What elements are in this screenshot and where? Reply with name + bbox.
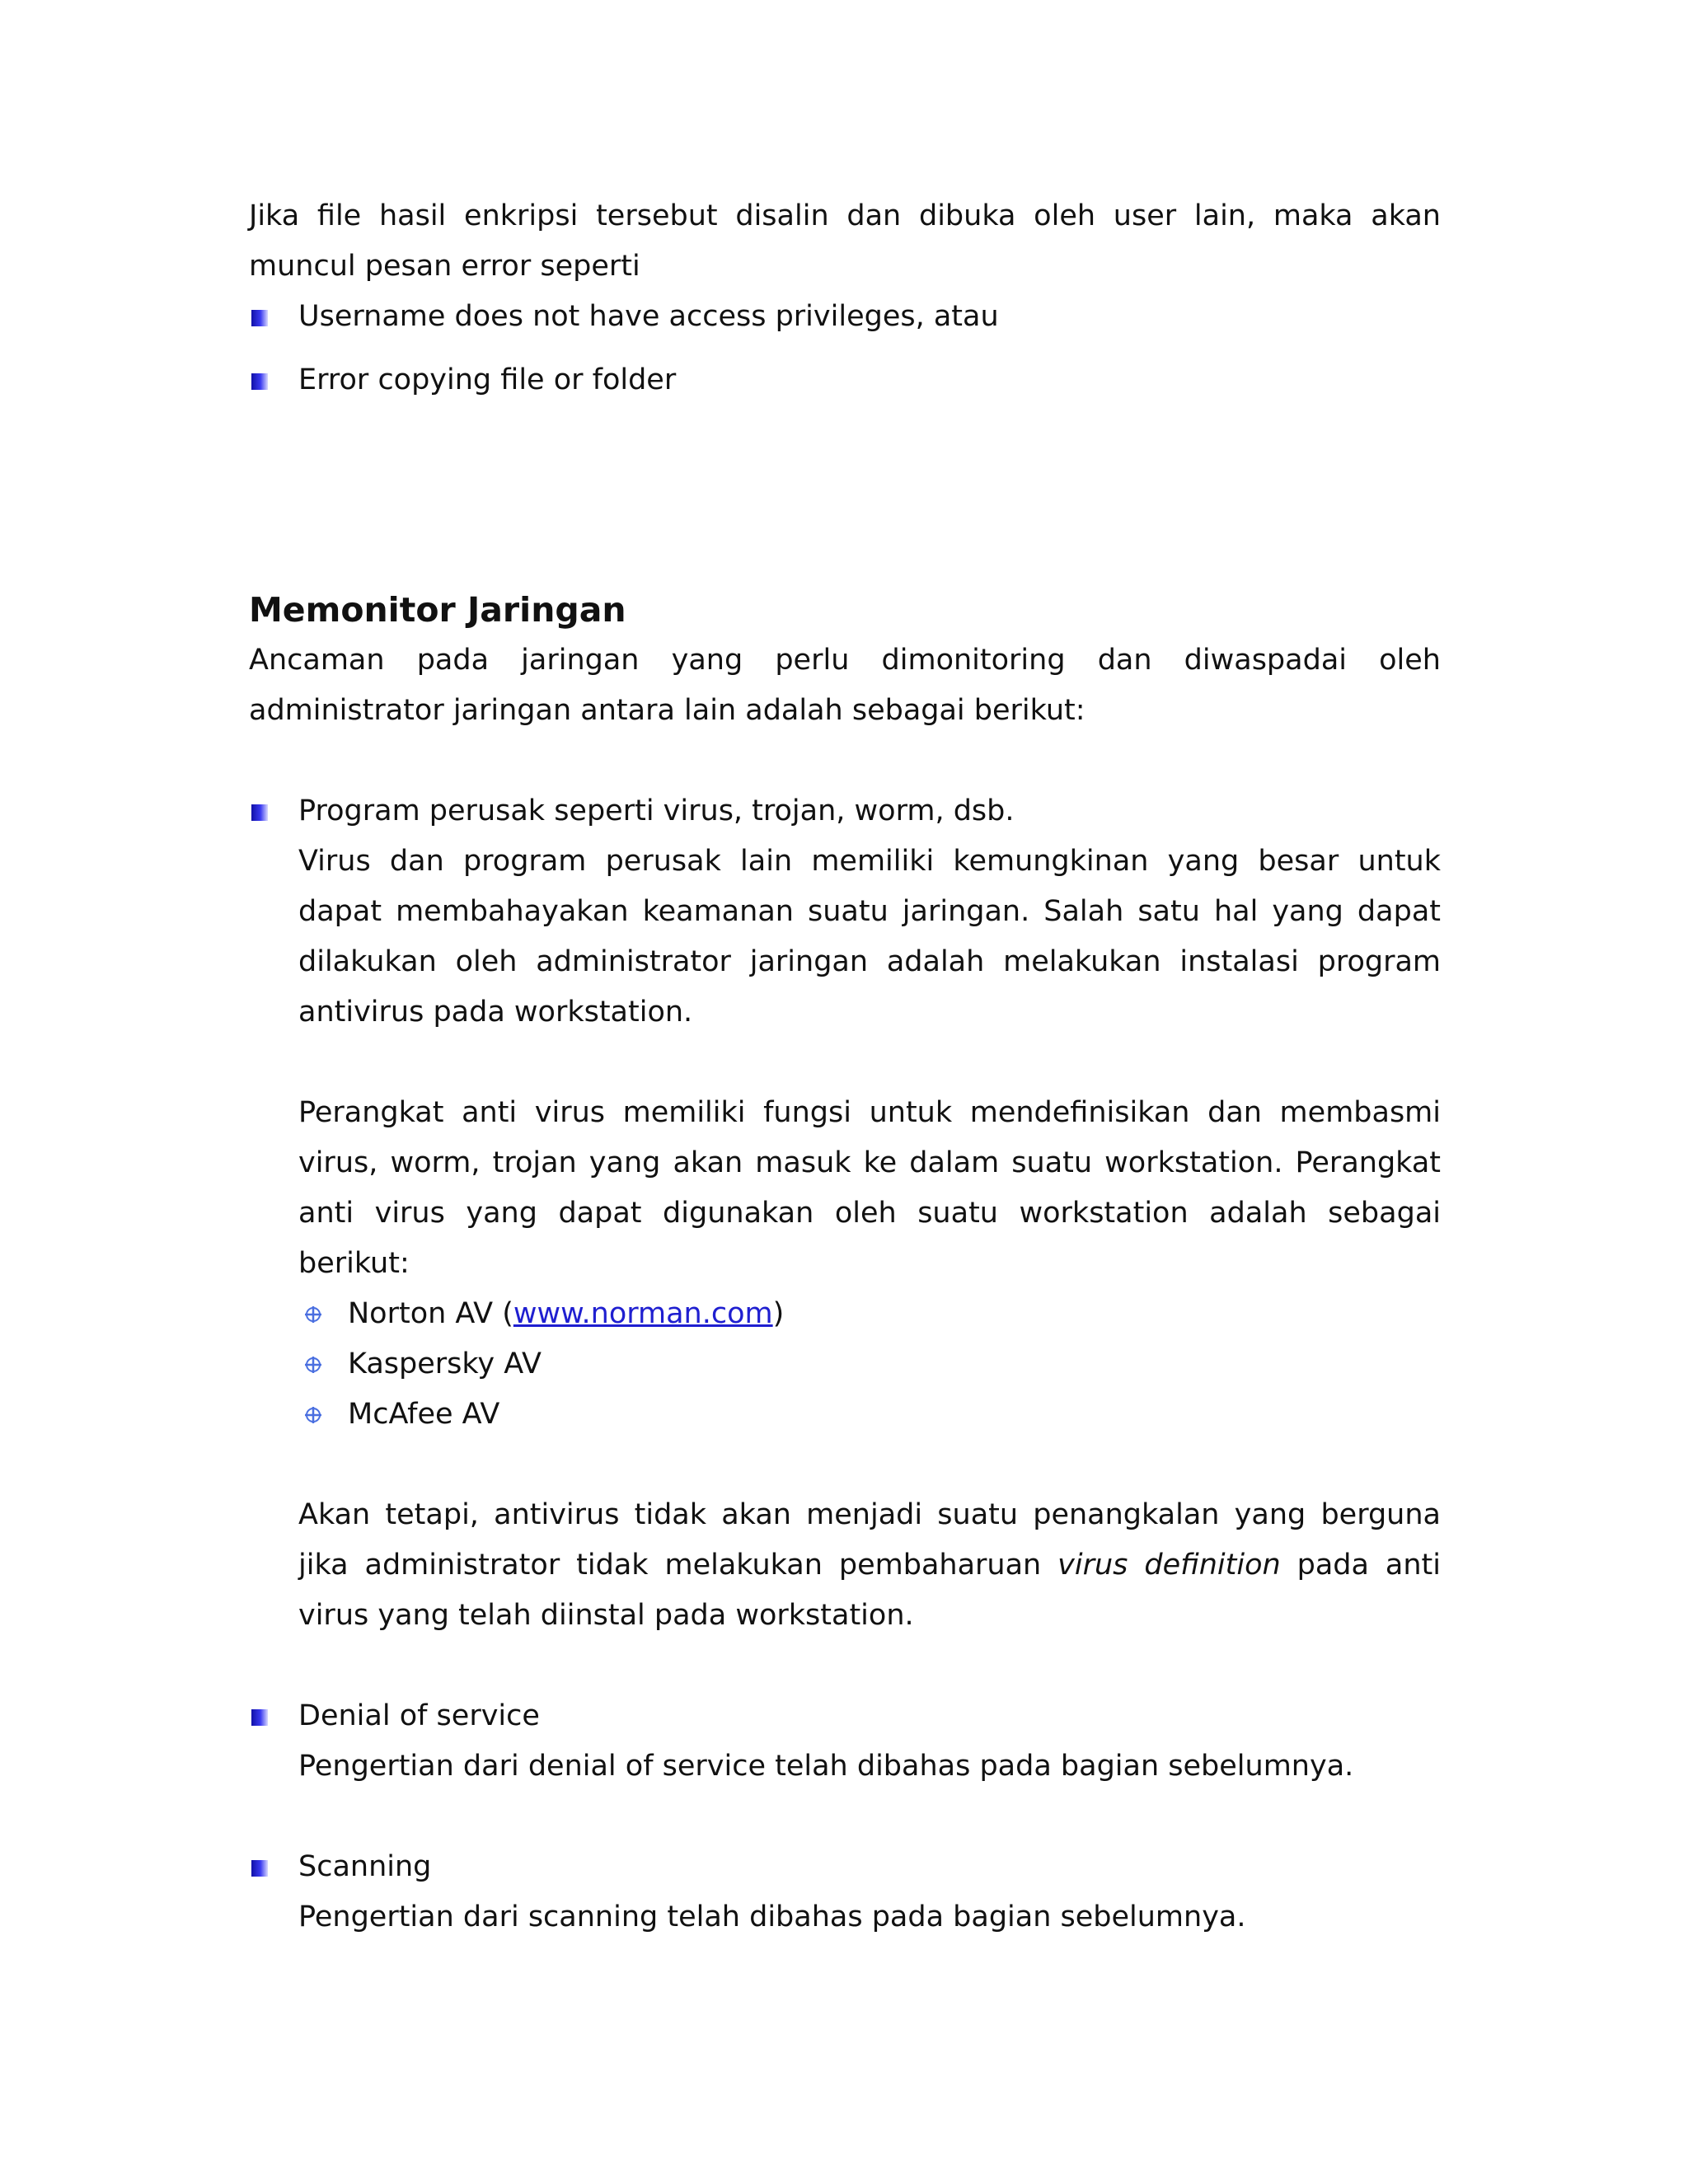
square-bullet-icon bbox=[251, 373, 268, 390]
error-list-item-text: Error copying file or folder bbox=[298, 363, 677, 396]
square-bullet-icon bbox=[251, 1709, 268, 1726]
threat-item-malware bbox=[249, 786, 1441, 1641]
error-list-item bbox=[249, 292, 1441, 342]
antivirus-label-prefix: Norton AV ( bbox=[348, 1297, 513, 1330]
paragraph-italic-term: virus definition bbox=[1057, 1549, 1281, 1582]
threat-title: Denial of service bbox=[298, 1699, 540, 1732]
threat-title: Program perusak seperti virus, trojan, worm, dsb. bbox=[298, 794, 1015, 827]
antivirus-label-suffix: ) bbox=[772, 1297, 785, 1330]
threat-paragraph bbox=[298, 1490, 1441, 1641]
threat-item-dos bbox=[249, 1691, 1441, 1792]
square-bullet-icon bbox=[251, 1860, 268, 1877]
cross-bullet-icon bbox=[304, 1305, 322, 1324]
paragraph-text: Akan tetapi, antivirus tidak akan menjadi suatu penangkalan yang berguna jika administrator tidak melakukan pembaharuan bbox=[298, 1498, 1441, 1582]
norton-link[interactable]: www.norman.com bbox=[513, 1297, 773, 1330]
antivirus-item-kaspersky bbox=[249, 1339, 1441, 1390]
antivirus-label: Kaspersky AV bbox=[348, 1347, 542, 1380]
section-intro-paragraph: Ancaman pada jaringan yang perlu dimonitoring dan diwaspadai oleh administrator jaringan antara lain adalah sebagai berikut: bbox=[249, 644, 1441, 727]
threat-paragraph: Virus dan program perusak lain memiliki kemungkinan yang besar untuk dapat membahayakan keamanan suatu jaringan. Salah satu hal yang dapat dilakukan oleh administrator jaringan adalah melakukan instalasi program antivirus pada workstation. bbox=[298, 845, 1441, 1029]
cross-bullet-icon bbox=[304, 1406, 322, 1424]
threat-title: Scanning bbox=[298, 1850, 432, 1883]
threat-item-scanning bbox=[249, 1842, 1441, 1943]
square-bullet-icon bbox=[251, 310, 268, 326]
error-list-item bbox=[249, 355, 1441, 405]
square-bullet-icon bbox=[251, 804, 268, 821]
threat-description: Pengertian dari scanning telah dibahas pada bagian sebelumnya. bbox=[298, 1900, 1246, 1933]
threat-description: Pengertian dari denial of service telah dibahas pada bagian sebelumnya. bbox=[298, 1750, 1354, 1783]
threat-paragraph: Perangkat anti virus memiliki fungsi untuk mendefinisikan dan membasmi virus, worm, trojan yang akan masuk ke dalam suatu workstation. Perangkat anti virus yang dapat digunakan oleh suatu workstation adalah sebagai berikut: bbox=[298, 1096, 1441, 1280]
antivirus-label: McAfee AV bbox=[348, 1398, 500, 1431]
section-heading: Memonitor Jaringan bbox=[249, 590, 626, 630]
antivirus-item-mcafee bbox=[249, 1390, 1441, 1440]
paragraph-text: pada anti virus yang telah diinstal pada workstation. bbox=[298, 1549, 1441, 1632]
antivirus-item-norton bbox=[249, 1289, 1441, 1339]
intro-paragraph: Jika file hasil enkripsi tersebut disalin dan dibuka oleh user lain, maka akan muncul pesan error seperti bbox=[249, 199, 1441, 283]
cross-bullet-icon bbox=[304, 1356, 322, 1374]
error-list-item-text: Username does not have access privileges, atau bbox=[298, 300, 999, 333]
document-page bbox=[249, 191, 1441, 1943]
